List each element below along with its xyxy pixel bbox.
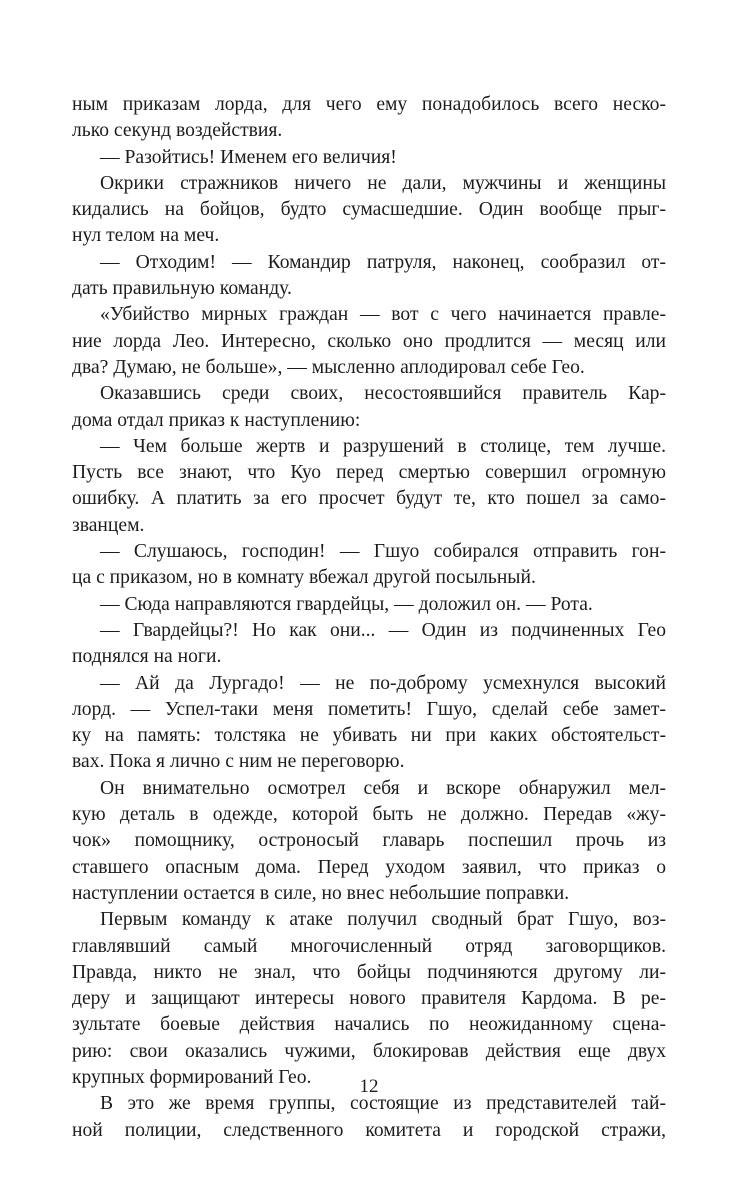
text-line: два? Думаю, не больше», — мысленно аплодировал себе Гео. xyxy=(72,356,585,378)
text-line: — Сюда направляются гвардейцы, — доложил он. — Рота. xyxy=(100,593,593,615)
text-line: лорд. — Успел-таки меня пометить! Гшуо, сделай себе замет- xyxy=(72,698,666,720)
text-line: ной полиции, следственного комитета и городской стражи, xyxy=(72,1119,666,1141)
text-line: чок» помощнику, остроносый главарь поспешил прочь из xyxy=(72,830,666,852)
text-line: Правда, никто не знал, что бойцы подчиняются другому ли- xyxy=(72,961,666,983)
text-line: дома отдал приказ к наступлению: xyxy=(72,409,361,431)
text-line: лько секунд воздействия. xyxy=(72,120,283,142)
text-line: деру и защищают интересы нового правителя Кардома. В ре- xyxy=(72,988,666,1010)
text-line: Он внимательно осмотрел себя и вскоре обнаружил мел- xyxy=(100,777,666,799)
text-line: рию: свои оказались чужими, блокировав действия еще двух xyxy=(72,1040,666,1062)
text-line: Первым команду к атаке получил сводный брат Гшуо, воз- xyxy=(100,909,666,931)
text-line: кидались на бойцов, будто сумасшедшие. Один вообще прыг- xyxy=(72,199,666,221)
text-line: — Отходим! — Командир патруля, наконец, сообразил от- xyxy=(100,251,666,273)
text-line: званцем. xyxy=(72,514,145,536)
text-line: — Гвардейцы?! Но как они... — Один из подчиненных Гео xyxy=(100,619,666,641)
text-line: — Ай да Лургадо! — не по-доброму усмехнулся высокий xyxy=(100,672,666,694)
page-number: 12 xyxy=(359,1076,379,1097)
text-line: ным приказам лорда, для чего ему понадобилось всего неско- xyxy=(72,94,666,115)
text-line: — Слушаюсь, господин! — Гшуо собирался отправить гон- xyxy=(100,541,666,563)
text-line: В это же время группы, состоящие из представителей тай- xyxy=(100,1093,666,1115)
text-line: ца с приказом, но в комнату вбежал другой посыльный. xyxy=(72,567,536,589)
text-line: зультате боевые действия начались по неожиданному сцена- xyxy=(72,1014,666,1036)
text-line: нул телом на меч. xyxy=(72,225,220,247)
text-line: ку на память: толстяка не убивать ни при каких обстоятельст- xyxy=(72,725,666,747)
text-line: вах. Пока я лично с ним не переговорю. xyxy=(72,751,405,773)
text-line: — Разойтись! Именем его величия! xyxy=(100,146,397,168)
text-line: Окрики стражников ничего не дали, мужчины и женщины xyxy=(100,172,666,194)
text-line: ошибку. А платить за его просчет будут те, кто пошел за само- xyxy=(72,488,666,510)
text-line: ние лорда Лео. Интересно, сколько оно продлится — месяц или xyxy=(72,330,666,352)
text-line: кую деталь в одежде, которой быть не должно. Передав «жу- xyxy=(72,804,666,826)
text-line: наступлении остается в силе, но внес небольшие поправки. xyxy=(72,882,570,904)
text-line: — Чем больше жертв и разрушений в столице, тем лучше. xyxy=(100,435,666,457)
text-line: главлявший самый многочисленный отряд заговорщиков. xyxy=(72,935,666,957)
text-line: «Убийство мирных граждан — вот с чего начинается правле- xyxy=(100,304,666,326)
text-line: поднялся на ноги. xyxy=(72,646,222,668)
text-line: Оказавшись среди своих, несостоявшийся правитель Кар- xyxy=(100,383,666,405)
text-line: крупных формирований Гео. xyxy=(72,1066,312,1088)
body-text xyxy=(72,92,666,1144)
text-line: дать правильную команду. xyxy=(72,278,292,300)
text-line: ставшего опасным дома. Перед уходом заявил, что приказ о xyxy=(72,856,666,878)
text-line: Пусть все знают, что Куо перед смертью совершил огромную xyxy=(72,462,666,484)
